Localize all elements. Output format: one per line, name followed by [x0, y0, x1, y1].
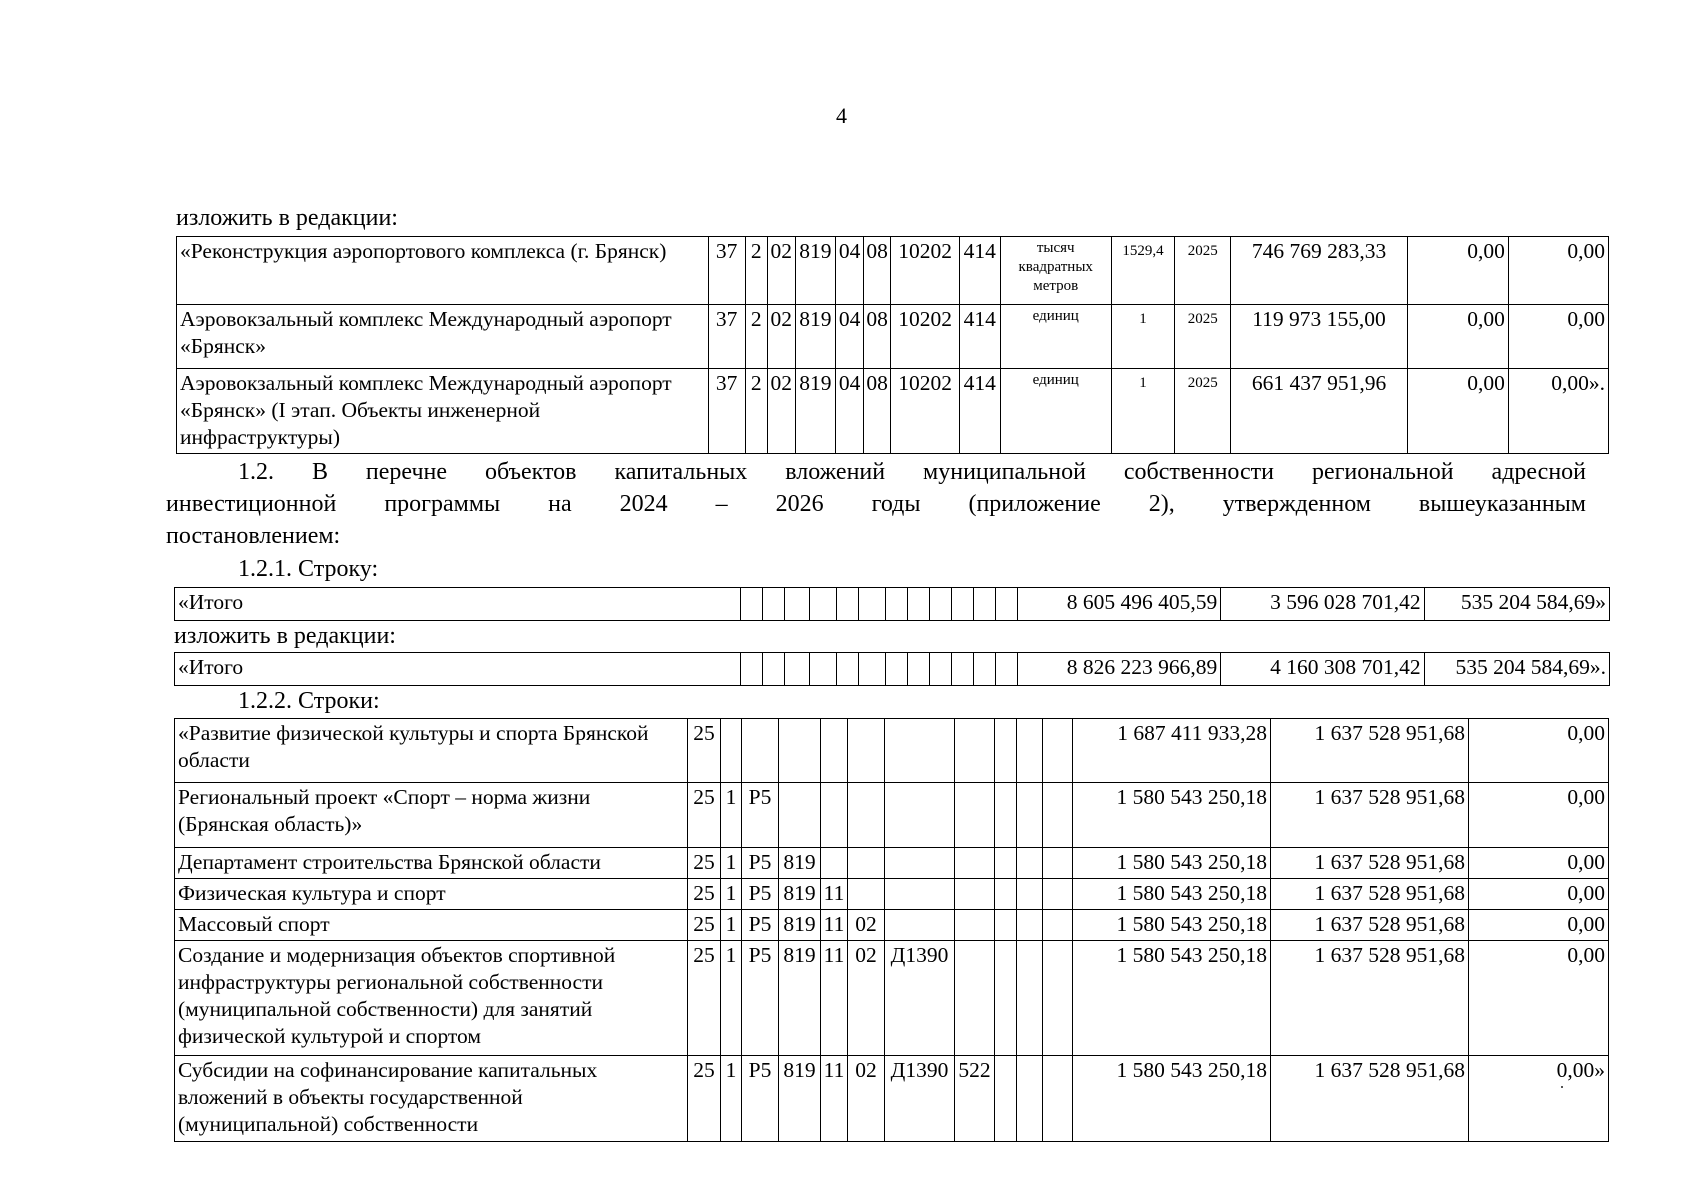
empty-cell	[809, 588, 836, 621]
code-cell: 819	[779, 848, 821, 879]
table-row	[175, 879, 1609, 910]
table-sport	[174, 718, 1609, 1142]
code-cell: 11	[821, 941, 848, 1056]
code-cell: 1	[721, 941, 742, 1056]
code-cell	[885, 719, 955, 783]
unit-cell: единиц	[1000, 305, 1111, 369]
code-cell: 414	[959, 369, 1000, 454]
amount-cell: 0,00	[1469, 783, 1609, 848]
empty-cell	[762, 588, 784, 621]
code-cell: 25	[688, 1056, 721, 1142]
amount-cell: 1 580 543 250,18	[1073, 783, 1271, 848]
amount-cell: 1 580 543 250,18	[1073, 848, 1271, 879]
code-cell: Р5	[742, 879, 779, 910]
empty-cell	[995, 848, 1017, 879]
amount-cell: 1 637 528 951,68	[1271, 910, 1469, 941]
code-cell: 819	[779, 879, 821, 910]
code-cell: 10202	[891, 369, 959, 454]
empty-cell	[836, 653, 858, 686]
qty-cell: 1	[1111, 305, 1174, 369]
empty-cell	[995, 941, 1017, 1056]
empty-cell	[858, 653, 885, 686]
empty-cell	[995, 783, 1017, 848]
year-cell: 2025	[1175, 305, 1231, 369]
code-cell	[848, 719, 885, 783]
empty-cell	[1017, 783, 1043, 848]
empty-cell	[951, 653, 973, 686]
code-cell: 37	[708, 369, 745, 454]
paragraph-line-1: 1.2. В перечне объектов капитальных вложений муниципальной собственности региональной адресной	[238, 459, 1586, 485]
amount-cell: 1 637 528 951,68	[1271, 1056, 1469, 1142]
code-cell: 819	[795, 305, 836, 369]
code-cell	[821, 848, 848, 879]
code-cell: 02	[767, 237, 795, 305]
empty-cell	[784, 588, 809, 621]
amount-cell: 0,00».	[1508, 369, 1608, 454]
page-number: 4	[836, 103, 847, 128]
qty-cell: 1	[1111, 369, 1174, 454]
code-cell: 11	[821, 879, 848, 910]
code-cell: 11	[821, 910, 848, 941]
empty-cell	[1043, 848, 1073, 879]
empty-cell	[885, 588, 907, 621]
amount-cell: 1 687 411 933,28	[1073, 719, 1271, 783]
code-cell: 02	[848, 1056, 885, 1142]
code-cell: 414	[959, 237, 1000, 305]
object-name: Массовый спорт	[175, 910, 688, 941]
code-cell	[821, 783, 848, 848]
empty-cell	[740, 653, 762, 686]
code-cell: 1	[721, 848, 742, 879]
object-name: Аэровокзальный комплекс Международный аэропорт «Брянск»	[177, 305, 709, 369]
code-cell: 25	[688, 719, 721, 783]
empty-cell	[929, 653, 951, 686]
empty-cell	[996, 588, 1018, 621]
table-row	[175, 719, 1609, 783]
code-cell: Р5	[742, 783, 779, 848]
object-name: «Реконструкция аэропортового комплекса (г. Брянск)	[177, 237, 709, 305]
code-cell	[955, 719, 995, 783]
object-name: Физическая культура и спорт	[175, 879, 688, 910]
empty-cell	[951, 588, 973, 621]
object-name: Субсидии на софинансирование капитальных вложений в объекты государственной (муниципальной) собственности	[175, 1056, 688, 1142]
code-cell: 1	[721, 1056, 742, 1142]
code-cell: 02	[848, 910, 885, 941]
empty-cell	[784, 653, 809, 686]
amount-cell: 4 160 308 701,42	[1221, 653, 1424, 686]
code-cell: 04	[836, 237, 864, 305]
code-cell: 25	[688, 910, 721, 941]
amount-cell: 0,00	[1469, 848, 1609, 879]
code-cell	[885, 783, 955, 848]
amount-cell: 535 204 584,69».	[1424, 653, 1609, 686]
code-cell: 2	[745, 369, 767, 454]
empty-cell	[995, 910, 1017, 941]
amount-cell: 1 637 528 951,68	[1271, 941, 1469, 1056]
table-row	[177, 305, 1609, 369]
amount-cell: 1 637 528 951,68	[1271, 848, 1469, 879]
item-1-2-1: 1.2.1. Строку:	[238, 556, 379, 582]
amount-cell: 1 580 543 250,18	[1073, 879, 1271, 910]
table-row	[175, 653, 1610, 686]
code-cell	[848, 848, 885, 879]
code-cell: Р5	[742, 941, 779, 1056]
table-row	[175, 1056, 1609, 1142]
code-cell: 2	[745, 305, 767, 369]
code-cell: 1	[721, 910, 742, 941]
code-cell	[821, 719, 848, 783]
empty-cell	[1043, 879, 1073, 910]
code-cell: 10202	[891, 237, 959, 305]
table-row	[175, 783, 1609, 848]
object-name: «Развитие физической культуры и спорта Брянской области	[175, 719, 688, 783]
amount-cell: 1 637 528 951,68	[1271, 783, 1469, 848]
empty-cell	[995, 1056, 1017, 1142]
empty-cell	[762, 653, 784, 686]
empty-cell	[995, 879, 1017, 910]
table-row	[175, 848, 1609, 879]
code-cell: 37	[708, 305, 745, 369]
empty-cell	[1043, 910, 1073, 941]
amount-cell: 0,00	[1407, 305, 1508, 369]
unit-cell: тысяч квадратных метров	[1000, 237, 1111, 305]
table-total-old	[174, 587, 1610, 621]
code-cell: 819	[795, 237, 836, 305]
object-name: Департамент строительства Брянской области	[175, 848, 688, 879]
code-cell	[779, 783, 821, 848]
object-name: Создание и модернизация объектов спортивной инфраструктуры региональной собственности (муниципальной собственности) для занятий физической культурой и спортом	[175, 941, 688, 1056]
empty-cell	[996, 653, 1018, 686]
table-row	[175, 941, 1609, 1056]
code-cell: 04	[836, 369, 864, 454]
code-cell	[848, 783, 885, 848]
qty-cell: 1529,4	[1111, 237, 1174, 305]
empty-cell	[740, 588, 762, 621]
empty-cell	[1017, 910, 1043, 941]
amount-cell: 1 580 543 250,18	[1073, 941, 1271, 1056]
amount-cell: 8 826 223 966,89	[1018, 653, 1221, 686]
year-cell: 2025	[1175, 237, 1231, 305]
heading-edit-1: изложить в редакции:	[176, 205, 398, 231]
code-cell	[742, 719, 779, 783]
code-cell: Р5	[742, 1056, 779, 1142]
code-cell: Д1390	[885, 1056, 955, 1142]
year-cell: 2025	[1175, 369, 1231, 454]
unit-cell: единиц	[1000, 369, 1111, 454]
code-cell: 02	[767, 305, 795, 369]
empty-cell	[858, 588, 885, 621]
code-cell	[955, 941, 995, 1056]
empty-cell	[1017, 879, 1043, 910]
code-cell: 25	[688, 848, 721, 879]
code-cell	[955, 910, 995, 941]
amount-cell: 8 605 496 405,59	[1018, 588, 1221, 621]
code-cell: 819	[779, 910, 821, 941]
code-cell: 1	[721, 879, 742, 910]
amount-cell: 1 580 543 250,18	[1073, 1056, 1271, 1142]
code-cell: 25	[688, 941, 721, 1056]
amount-cell: 0,00	[1469, 941, 1609, 1056]
table-airport	[176, 236, 1609, 454]
amount-cell: 746 769 283,33	[1231, 237, 1408, 305]
empty-cell	[973, 588, 995, 621]
amount-cell: 535 204 584,69»	[1424, 588, 1609, 621]
code-cell: 25	[688, 879, 721, 910]
code-cell	[955, 879, 995, 910]
table-total-new	[174, 652, 1610, 686]
code-cell	[848, 879, 885, 910]
amount-cell: 1 580 543 250,18	[1073, 910, 1271, 941]
empty-cell	[809, 653, 836, 686]
code-cell	[885, 879, 955, 910]
empty-cell	[907, 588, 929, 621]
scan-speck	[1561, 1086, 1563, 1088]
total-label: «Итого	[175, 653, 741, 686]
amount-cell: 1 637 528 951,68	[1271, 719, 1469, 783]
amount-cell: 0,00	[1508, 305, 1608, 369]
table-row	[177, 369, 1609, 454]
code-cell	[885, 848, 955, 879]
code-cell: 04	[836, 305, 864, 369]
code-cell: 08	[863, 369, 891, 454]
code-cell: 08	[863, 237, 891, 305]
empty-cell	[1043, 1056, 1073, 1142]
empty-cell	[1043, 719, 1073, 783]
code-cell: 522	[955, 1056, 995, 1142]
code-cell: 02	[767, 369, 795, 454]
item-1-2-2: 1.2.2. Строки:	[238, 688, 380, 714]
code-cell: Р5	[742, 910, 779, 941]
empty-cell	[1017, 941, 1043, 1056]
code-cell	[955, 783, 995, 848]
paragraph-line-2: инвестиционной программы на 2024 – 2026 годы (приложение 2), утвержденном вышеуказанным	[166, 491, 1586, 517]
table-row	[175, 910, 1609, 941]
empty-cell	[907, 653, 929, 686]
amount-cell: 119 973 155,00	[1231, 305, 1408, 369]
object-name: Региональный проект «Спорт – норма жизни (Брянская область)»	[175, 783, 688, 848]
empty-cell	[929, 588, 951, 621]
empty-cell	[1017, 719, 1043, 783]
code-cell: 2	[745, 237, 767, 305]
total-label: «Итого	[175, 588, 741, 621]
paragraph-line-3: постановлением:	[166, 523, 341, 549]
table-row	[175, 588, 1610, 621]
code-cell	[885, 910, 955, 941]
code-cell: 37	[708, 237, 745, 305]
amount-cell: 0,00	[1469, 719, 1609, 783]
code-cell	[779, 719, 821, 783]
code-cell	[721, 719, 742, 783]
code-cell: 10202	[891, 305, 959, 369]
code-cell: 02	[848, 941, 885, 1056]
empty-cell	[836, 588, 858, 621]
amount-cell: 661 437 951,96	[1231, 369, 1408, 454]
code-cell	[955, 848, 995, 879]
amount-cell: 0,00»	[1469, 1056, 1609, 1142]
code-cell: 11	[821, 1056, 848, 1142]
amount-cell: 0,00	[1407, 237, 1508, 305]
empty-cell	[885, 653, 907, 686]
heading-edit-2: изложить в редакции:	[174, 623, 396, 649]
amount-cell: 0,00	[1407, 369, 1508, 454]
empty-cell	[1017, 1056, 1043, 1142]
object-name: Аэровокзальный комплекс Международный аэропорт «Брянск» (I этап. Объекты инженерной инфраструктуры)	[177, 369, 709, 454]
code-cell: 819	[779, 1056, 821, 1142]
amount-cell: 0,00	[1469, 879, 1609, 910]
code-cell: Р5	[742, 848, 779, 879]
code-cell: 08	[863, 305, 891, 369]
code-cell: 819	[779, 941, 821, 1056]
code-cell: Д1390	[885, 941, 955, 1056]
empty-cell	[1043, 941, 1073, 1056]
empty-cell	[973, 653, 995, 686]
amount-cell: 0,00	[1508, 237, 1608, 305]
table-row	[177, 237, 1609, 305]
amount-cell: 0,00	[1469, 910, 1609, 941]
empty-cell	[1043, 783, 1073, 848]
amount-cell: 3 596 028 701,42	[1221, 588, 1424, 621]
code-cell: 1	[721, 783, 742, 848]
code-cell: 819	[795, 369, 836, 454]
code-cell: 414	[959, 305, 1000, 369]
code-cell: 25	[688, 783, 721, 848]
empty-cell	[1017, 848, 1043, 879]
amount-cell: 1 637 528 951,68	[1271, 879, 1469, 910]
empty-cell	[995, 719, 1017, 783]
